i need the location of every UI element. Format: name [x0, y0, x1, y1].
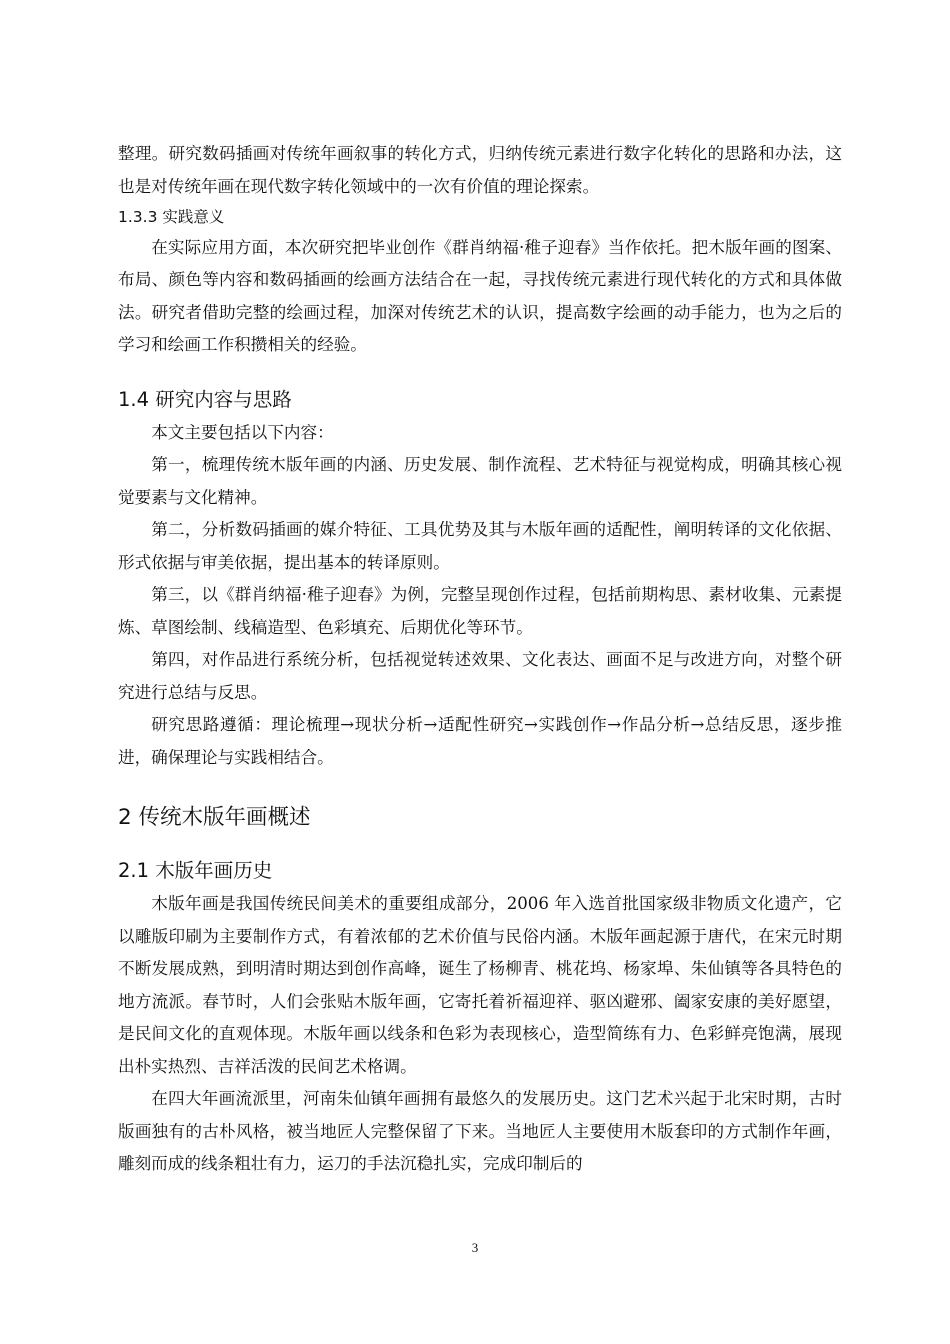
paragraph: 本文主要包括以下内容： — [151, 422, 334, 442]
paragraph: 木版年画是我国传统民间美术的重要组成部分，2006 年入选首批国家级非物质文化遗产，它以雕版印刷为主要制作方式，有着浓郁的艺术价值与民俗内涵。木版年画起源于唐代，在宋元时期不断发展成熟，到明清时期达到创作高峰，诞生了杨柳青、桃花坞、杨家埠、朱仙镇等各具特色的地方流派。春节时，人们会张贴木版年画，它寄托着祈福迎祥、驱凶避邪、阖家安康的美好愿望，是民间文化的直观体现。木版年画以线条和色彩为表现核心，造型简练有力、色彩鲜亮饱满，展现出朴实热烈、吉祥活泼的民间艺术格调。 — [118, 894, 842, 1076]
paragraph: 第三，以《群肖纳福·稚子迎春》为例，完整呈现创作过程，包括前期构思、素材收集、元素提炼、草图绘制、线稿造型、色彩填充、后期优化等环节。 — [118, 585, 842, 637]
paragraph: 整理。研究数码插画对传统年画叙事的转化方式，归纳传统元素进行数字化转化的思路和办法，这也是对传统年画在现代数字转化领域中的一次有价值的理论探索。 — [118, 144, 842, 196]
chapter-heading-2: 2 传统木版年画概述 — [118, 805, 311, 830]
paragraph: 研究思路遵循：理论梳理→现状分析→适配性研究→实践创作→作品分析→总结反思，逐步推进，确保理论与实践相结合。 — [118, 715, 842, 767]
paragraph: 第四，对作品进行系统分析，包括视觉转述效果、文化表达、画面不足与改进方向，对整个研究进行总结与反思。 — [118, 650, 842, 702]
page-number: 3 — [471, 1240, 479, 1255]
section-heading-1-3-3: 1.3.3 实践意义 — [118, 208, 225, 226]
section-heading-2-1: 2.1 木版年画历史 — [118, 859, 273, 882]
section-heading-1-4: 1.4 研究内容与思路 — [118, 387, 292, 411]
paragraph: 第二，分析数码插画的媒介特征、工具优势及其与木版年画的适配性，阐明转译的文化依据、形式依据与审美依据，提出基本的转译原则。 — [118, 520, 842, 572]
paragraph: 第一，梳理传统木版年画的内涵、历史发展、制作流程、艺术特征与视觉构成，明确其核心视觉要素与文化精神。 — [118, 455, 842, 507]
page-body — [118, 138, 842, 1181]
paragraph: 在实际应用方面，本次研究把毕业创作《群肖纳福·稚子迎春》当作依托。把木版年画的图案、布局、颜色等内容和数码插画的绘画方法结合在一起，寻找传统元素进行现代转化的方式和具体做法。研究者借助完整的绘画过程，加深对传统艺术的认识，提高数字绘画的动手能力，也为之后的学习和绘画工作积攒相关的经验。 — [118, 237, 842, 354]
paragraph: 在四大年画流派里，河南朱仙镇年画拥有最悠久的发展历史。这门艺术兴起于北宋时期，古时版画独有的古朴风格，被当地匠人完整保留了下来。当地匠人主要使用木版套印的方式制作年画，雕刻而成的线条粗壮有力，运刀的手法沉稳扎实，完成印制后的 — [118, 1089, 842, 1173]
